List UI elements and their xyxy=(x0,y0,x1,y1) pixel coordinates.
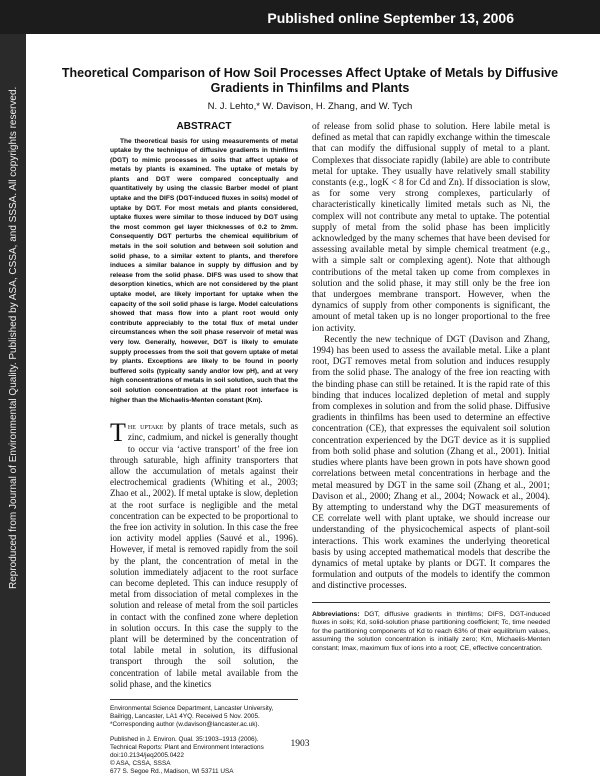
drop-cap: T xyxy=(110,418,126,448)
abbreviations-divider xyxy=(312,602,550,603)
paper-title: Theoretical Comparison of How Soil Processes Affect Uptake of Metals by Diffusive Gradients in Thinfilms and Plants xyxy=(61,66,559,95)
intro-paragraph xyxy=(110,418,299,690)
header-bar xyxy=(0,0,600,34)
sidebar xyxy=(0,34,26,776)
affiliation-note: Environmental Science Department, Lancaster University, Bailrigg, Lancaster, LA1 4YQ. Received 5 Nov. 2005. *Corresponding author (w.davison@lancaster.ac.uk). xyxy=(110,705,274,729)
intro-smallcaps: he uptake xyxy=(127,421,164,432)
abbreviations-text: DGT, diffusive gradients in thinfilms; DIFS, DGT-induced fluxes in soils; Kd, solid-solution phase partitioning coefficient; Tc, time needed for the partitioning components of Kd to reach 63% of their equilibrium values, assuming the solution concentration is initially zero; Km, Michaelis-Menten constant; Imax, maximum flux of ions into a root; CE, effective concentration. xyxy=(312,610,550,652)
body-paragraph-1: of release from solid phase to solution. Here labile metal is defined as metal that can rapidly exchange within the timescale that can modify the diffusional supply of metal to a plant. Complexes that dissociate rapidly (labile) are able to contribute metal for uptake. They usually have relatively small stability constants (e.g., logK < 8 for Cd and Zn). If dissociation is slow, as for some very strong complexes, particularly of characteristically kinetically limited metals such as Ni, the complex will not contribute any metal to uptake. The potential supply of metal from the solid phase has been implicitly acknowledged by the many schemes that have been devised for assessing available metal by simple chemical treatment (e.g., with a simple salt or complexing agent). Note that although contributions of the metal taken up come from complexes in solution and the solid phase, it may still only be the free ion that undergoes membrane transport. However, when the dynamics of supply from other components is significant, the amount of metal taken up is no longer proportional to the free ion activity. xyxy=(312,122,550,334)
author-list: N. J. Lehto,* W. Davison, H. Zhang, and W. Tych xyxy=(207,101,413,112)
reproduction-notice: Reproduced from Journal of Environmental Quality. Published by ASA, CSSA, and SSSA. All copyrights reserved. xyxy=(8,86,19,589)
abbreviations-label: Abbreviations: xyxy=(312,610,360,618)
publisher-address: 677 S. Segoe Rd., Madison, WI 53711 USA xyxy=(110,768,234,776)
report-type: Technical Reports: Plant and Environment Interactions xyxy=(110,743,264,751)
right-column xyxy=(312,122,550,654)
doi: doi:10.2134/jeq2005.0422 xyxy=(110,752,184,760)
page-number: 1903 xyxy=(290,739,310,749)
published-date: Published online September 13, 2006 xyxy=(267,10,514,26)
body-paragraph-2: Recently the new technique of DGT (Davison and Zhang, 1994) has been used to assess the available metal. Like a plant root, DGT removes metal from solution and induces resupply from the solid phase. The analogy of the free ion reacting with the binding phase can still be retained. It is the rapid rate of this binding that induces localized depletion of metal and supply from complexes in solution and from the solid phase. Diffusive gradients in thinfilms has been used to determine an effective concentration (CE), that expresses the equivalent soil solution concentration experienced by the DGT device as it is supplied from both solid phase and solution (Zhang et al., 2001). Initial studies where plants have been grown in pots have shown good correlations between metal concentrations in herbage and the metal measured by DGT in the same soil (Zhang et al., 2001; Davison et al., 2000; Zhang et al., 2004; Nowack et al., 2004). By attempting to understand why the DGT measurements of CE correlate well with plant uptake, we should increase our understanding of the physicochemical aspects of plant-soil interactions. This work examines the underlying theoretical basis by using accepted mathematical models that describe the dynamics of metal uptake by plants or DGT. It compares the formulation and outputs of the models to identify the common and distinctive processes. xyxy=(312,334,550,592)
journal-ref: Published in J. Environ. Qual. 35:1903–1913 (2006). xyxy=(110,735,259,743)
left-column xyxy=(110,122,298,783)
footnote-divider xyxy=(110,699,298,700)
intro-text: by plants of trace metals, such as zinc, cadmium, and nickel is generally thought to occur via ‘active transport’ of the free ion through saturable, high affinity transporters that allow the accumulation of metals against their electrochemical gradients (Whiting et al., 2003; Zhao et al., 2002). If metal uptake is slow, depletion at the root surface is negligible and the metal concentration can be expected to be proportional to the free ion activity in solution. In this case the free ion activity model applies (Sauvé et al., 1996). However, if metal is removed rapidly from the soil by the plant, the concentration of metal in the solution immediately adjacent to the root surface can become depleted. This can induce resupply of metal from dissociation of metal complexes in the solution and release of metal from the soil particles in contact with the confined zone where depletion in solution occurs. In this case the supply to the plant will be determined by the concentration of total labile metal in solution, its diffusional transport through the soil solution, the concentration of labile metal available from the solid phase, and the kinetics xyxy=(110,421,299,689)
abstract-text: The theoretical basis for using measurements of metal uptake by the technique of diffusive gradients in thinfilms (DGT) to mimic processes in soils that affect uptake of metals by plants is examined. The uptake of metals by plants and DGT were compared conceptually and quantitatively by using the classic Barber model of plant uptake and the DIFS (DGT-induced fluxes in soils) model of uptake by DGT. For most metals and plants considered, uptake fluxes were similar to those induced by DGT using the most common gel layer thicknesses of 0.2 to 2mm. Consequently DGT perturbs the chemical equilibrium of metals in the soil solution and between soil solution and solid phase, to a similar extent to plants, and therefore induces a similar balance in supply by diffusion and by release from the solid phase. DIFS was used to show that desorption kinetics, which are not considered by the plant uptake model, are likely important for uptake when the capacity of the soil solid phase is large. Model calculations showed that mass flow into a plant root would only contribute appreciably to the total flux of metal under circumstances when the soil phase reservoir of metal was very low. Generally, however, DGT is likely to emulate supply processes from the soil that govern uptake of metal by plants. Exceptions are likely to be found in poorly buffered soils (typically sandy and/or low pH), and at very high concentrations of metals in soil solution, such that the soil solution concentration at the plant root interface is higher than the Michaelis-Menten constant (Km). xyxy=(110,137,298,404)
copyright: © ASA, CSSA, SSSA xyxy=(110,760,171,768)
abstract-heading: ABSTRACT xyxy=(176,121,232,132)
abbreviations xyxy=(312,611,550,654)
